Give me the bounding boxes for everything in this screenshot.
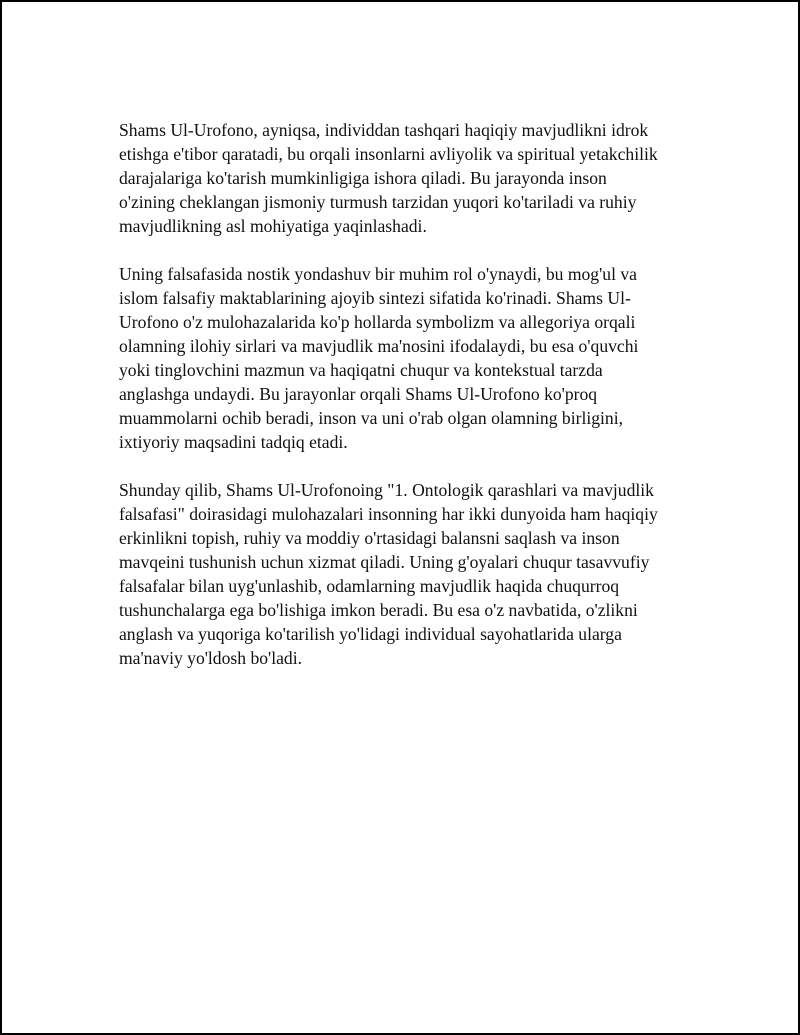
text-line: Urofono o'z mulohazalarida ko'p hollarda symbolizm va allegoriya orqali: [119, 312, 636, 332]
text-line: olamning ilohiy sirlari va mavjudlik ma'nosini ifodalaydi, bu esa o'quvchi: [119, 336, 639, 356]
text-line: Uning falsafasida nostik yondashuv bir muhim rol o'ynaydi, bu mog'ul va: [119, 264, 637, 284]
text-line: Shunday qilib, Shams Ul-Urofonoing "1. Ontologik qarashlari va mavjudlik: [119, 480, 654, 500]
text-line: ixtiyoriy maqsadini tadqiq etadi.: [119, 432, 348, 452]
text-line: falsafasi" doirasidagi mulohazalari insonning har ikki dunyoida ham haqiqiy: [119, 504, 658, 524]
text-line: yoki tinglovchini mazmun va haqiqatni chuqur va kontekstual tarzda: [119, 360, 603, 380]
text-line: mavqeini tushunish uchun xizmat qiladi. Uning g'oyalari chuqur tasavvufiy: [119, 552, 650, 572]
paragraph-2: [119, 262, 689, 454]
text-line: anglash va yuqoriga ko'tarilish yo'lidagi individual sayohatlarida ularga: [119, 624, 622, 644]
text-line: Shams Ul-Urofono, ayniqsa, individdan tashqari haqiqiy mavjudlikni idrok: [119, 120, 649, 140]
text-line: islom falsafiy maktablarining ajoyib sintezi sifatida ko'rinadi. Shams Ul-: [119, 288, 631, 308]
text-line: mavjudlikning asl mohiyatiga yaqinlashadi.: [119, 216, 427, 236]
document-body: [119, 118, 689, 694]
text-line: darajalariga ko'tarish mumkinligiga ishora qiladi. Bu jarayonda inson: [119, 168, 607, 188]
text-line: muammolarni ochib beradi, inson va uni o'rab olgan olamning birligini,: [119, 408, 624, 428]
text-line: anglashga undaydi. Bu jarayonlar orqali Shams Ul-Urofono ko'proq: [119, 384, 598, 404]
text-line: erkinlikni topish, ruhiy va moddiy o'rtasidagi balansni saqlash va inson: [119, 528, 620, 548]
text-line: falsafalar bilan uyg'unlashib, odamlarning mavjudlik haqida chuqurroq: [119, 576, 620, 596]
text-line: ma'naviy yo'ldosh bo'ladi.: [119, 648, 302, 668]
text-line: etishga e'tibor qaratadi, bu orqali insonlarni avliyolik va spiritual yetakchilik: [119, 144, 658, 164]
paragraph-1: [119, 118, 689, 238]
text-line: o'zining cheklangan jismoniy turmush tarzidan yuqori ko'tariladi va ruhiy: [119, 192, 637, 212]
text-line: tushunchalarga ega bo'lishiga imkon beradi. Bu esa o'z navbatida, o'zlikni: [119, 600, 638, 620]
paragraph-3: [119, 478, 689, 670]
